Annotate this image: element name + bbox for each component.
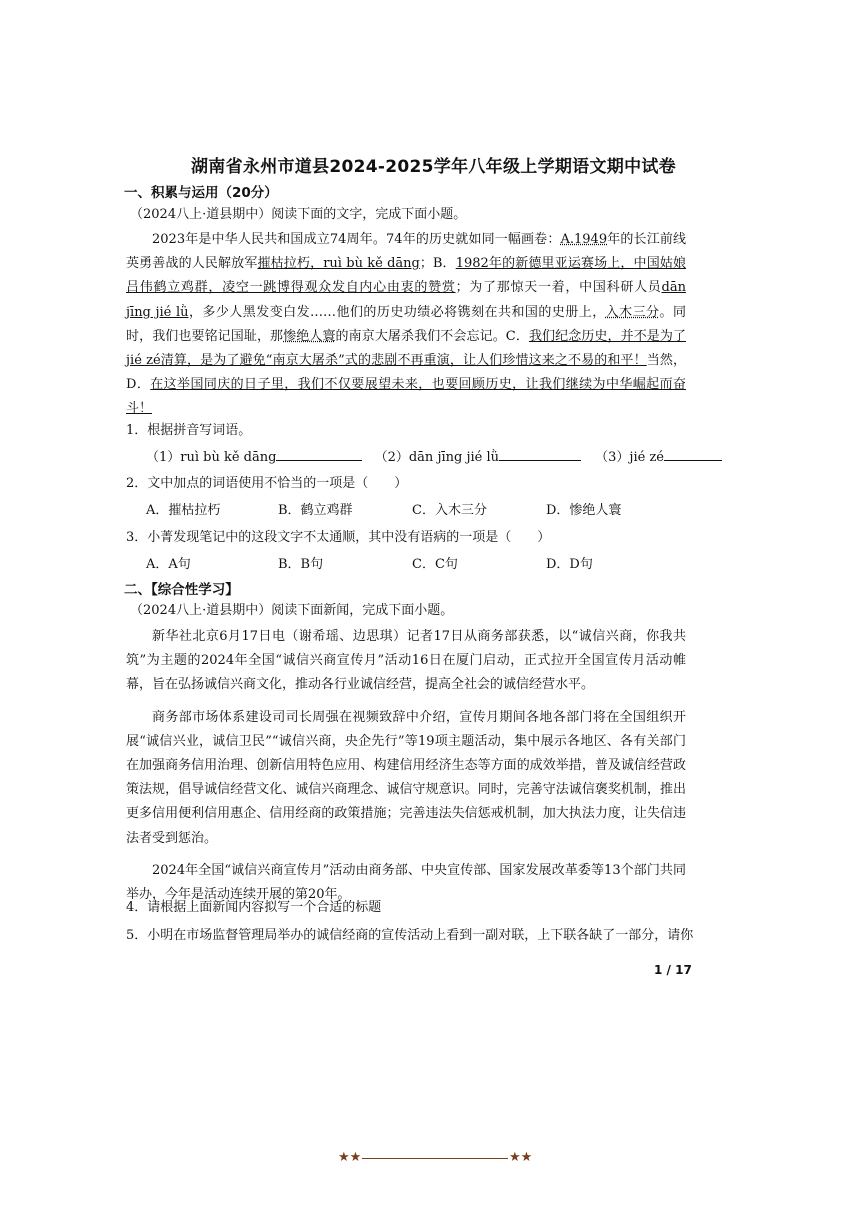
dotted-word-can-jue: 惨绝人寰 [283,328,336,344]
underlined-word-2: dān jīng jié lǜ [126,280,686,320]
q3-option-d[interactable]: D．D句 [546,557,593,572]
q3-stem: 3．小菁发现笔记中的这段文字不太通顺，其中没有语病的一项是（ ） [126,530,551,545]
q4-stem: 4．请根据上面新闻内容拟写一个合适的标题 [126,900,382,915]
q2-stem: 2．文中加点的词语使用不恰当的一项是（ ） [126,476,408,491]
answer-blank-1[interactable] [276,447,362,461]
sentence-d: 在这举国同庆的日子里，我们不仅要展望未来，也要回顾历史，让我们继续为中华崛起而奋斗！ [126,377,686,417]
q5-stem: 5．小明在市场监督管理局举办的诚信经商的宣传活动上看到一副对联，上下联各缺了一部分，请你 [126,928,694,943]
news-paragraph-2: 商务部市场体系建设司司长周强在视频致辞中介绍，宣传月期间各地各部门将在全国组织开展“诚信兴业，诚信卫民”“诚信兴商，央企先行”等19项主题活动，集中展示各地区、各有关部门在加强商务信用治理、创新信用特色应用、构建信用经济生态等方面的成效举措，普及诚信经营政策法规，倡导诚信经营文化、诚信兴商理念、诚信守规意识。同时，完善守法诚信褒奖机制，推出更多信用便利信用惠企、信用经商的政策措施；完善违法失信惩戒机制，加大执法力度，让失信违法者受到惩治。 [126,709,686,846]
q1-item-1: （1）ruì bù kě dāng [146,450,277,465]
q3-option-b[interactable]: B．B句 [278,557,324,572]
section2-news [126,625,686,907]
q1-items [146,446,722,470]
news-paragraph-1: 新华社北京6月17日电（谢希瑶、边思琪）记者17日从商务部获悉，以“诚信兴商，你我共筑”为主题的2024年全国“诚信兴商宣传月”活动16日在厦门启动，正式拉开全国宣传月活动帷幕，旨在弘扬诚信兴商文化，推动各行业诚信经营，提高全社会的诚信经营水平。 [126,629,686,693]
q3-option-c[interactable]: C．C句 [412,557,458,572]
section1-passage: 2023年是中华人民共和国成立74周年。74年的历史就如同一幅画卷：A.1949年的长江前线英勇善战的人民解放军摧枯拉朽，ruì bù kě dāng；B．1982年的新德里亚运赛场上，中国姑娘吕伟鹤立鸡群，凌空一跳博得观众发自内心由衷的赞赏；为了那惊天一着，中国科研人员dān jīng jié lǜ，多少人黑发变白发……他们的历史功绩必将镌刻在共和国的史册上，入木三分。同时，我们也要铭记国耻，那惨绝人寰的南京大屠杀我们不会忘记。C．我们纪念历史，并不是为了 jié zé清算，是为了避免“南京大屠杀”式的悲剧不再重演，让人们珍惜这来之不易的和平！当然，D．在这举国同庆的日子里，我们不仅要展望未来，也要回顾历史，让我们继续为中华崛起而奋斗！ [126,232,686,417]
footer-ornament [338,1150,533,1166]
star-icon: ★★ [509,1150,533,1165]
section1-heading: 一、积累与运用（20分） [124,185,278,201]
q2-option-d[interactable]: D．惨绝人寰 [546,503,622,518]
sentence-a-marker: A.1949 [560,232,608,247]
dotted-word-ru-mu: 入木三分 [605,304,660,320]
q3-option-a[interactable]: A．A句 [146,557,191,572]
underlined-word-1: 摧枯拉朽，ruì bù kě dāng [257,256,420,272]
answer-blank-2[interactable] [499,447,581,461]
exam-title: 湖南省永州市道县2024-2025学年八年级上学期语文期中试卷 [191,157,676,177]
footer-divider [362,1158,508,1159]
answer-blank-3[interactable] [664,447,722,461]
news-paragraph-3: 2024年全国“诚信兴商宣传月”活动由商务部、中央宣传部、国家发展改革委等13个部门共同举办，今年是活动连续开展的第20年。 [126,862,686,903]
q2-option-a[interactable]: A．摧枯拉朽 [146,503,221,518]
q1-stem: 1．根据拼音写词语。 [126,423,252,438]
q1-item-3: （3）jié zé [595,450,664,465]
section2-heading: 二、【综合性学习】 [124,582,239,598]
sentence-b: 1982年的新德里亚运赛场上，中国姑娘吕伟鹤立鸡群，凌空一跳博得观众发自内心由衷的赞赏 [126,256,686,296]
page-number: 1 / 17 [654,963,692,977]
q1-item-2: （2）dān jīng jié lǜ [374,450,500,465]
star-icon: ★★ [338,1150,362,1165]
sentence-c: 我们纪念历史，并不是为了 jié zé清算，是为了避免“南京大屠杀”式的悲剧不再重演，让人们珍惜这来之不易的和平！ [126,328,686,369]
section1-source: （2024八上·道县期中）阅读下面的文字，完成下面小题。 [130,207,467,222]
q2-option-b[interactable]: B．鹤立鸡群 [278,503,353,518]
section2-source: （2024八上·道县期中）阅读下面新闻，完成下面小题。 [130,603,454,618]
q2-option-c[interactable]: C．入木三分 [412,503,487,518]
